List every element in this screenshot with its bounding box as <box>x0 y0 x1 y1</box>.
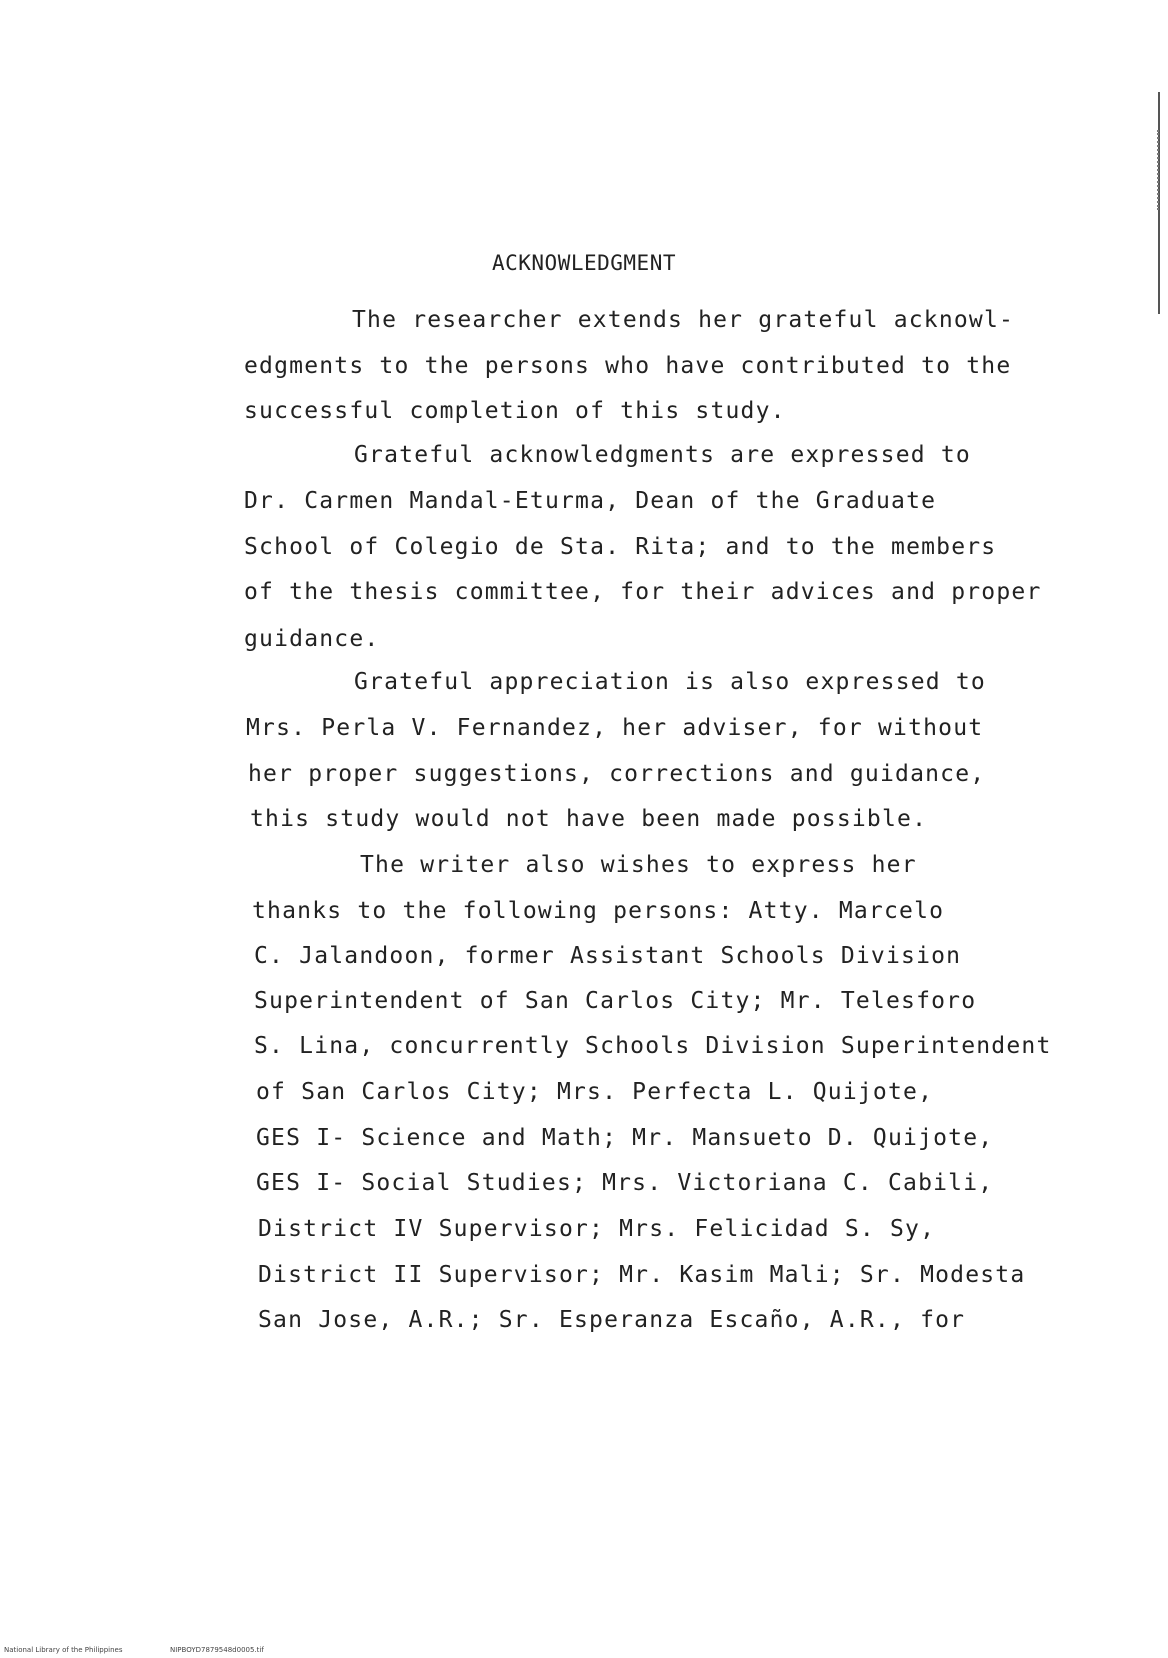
footer-file-id: NIPBOYD7879548d0005.tif <box>170 1646 264 1654</box>
text-line: C. Jalandoon, former Assistant Schools Division <box>254 943 962 969</box>
text-line: Dr. Carmen Mandal-Eturma, Dean of the Graduate <box>244 488 937 514</box>
text-line: of the thesis committee, for their advices and proper <box>244 579 1042 605</box>
text-line: District II Supervisor; Mr. Kasim Mali; Sr. Modesta <box>258 1262 1026 1288</box>
text-line: edgments to the persons who have contributed to the <box>244 353 1012 379</box>
text-line: District IV Supervisor; Mrs. Felicidad S. Sy, <box>258 1216 936 1242</box>
text-line: GES I- Science and Math; Mr. Mansueto D. Quijote, <box>256 1125 994 1151</box>
text-line: San Jose, A.R.; Sr. Esperanza Escaño, A.R., for <box>258 1307 966 1333</box>
text-line: Mrs. Perla V. Fernandez, her adviser, for without <box>246 715 984 741</box>
footer-library: National Library of the Philippines <box>4 1646 123 1654</box>
page-title: ACKNOWLEDGMENT <box>491 251 676 275</box>
text-line: Grateful appreciation is also expressed to <box>354 669 986 695</box>
text-line: of San Carlos City; Mrs. Perfecta L. Quijote, <box>256 1079 934 1105</box>
text-line: Grateful acknowledgments are expressed to <box>354 442 971 468</box>
text-line: The researcher extends her grateful acknowl- <box>352 307 1015 333</box>
text-line: GES I- Social Studies; Mrs. Victoriana C. Cabili, <box>256 1170 994 1196</box>
text-line: The writer also wishes to express her <box>360 852 917 878</box>
text-line: thanks to the following persons: Atty. Marcelo <box>252 898 945 924</box>
text-line: Superintendent of San Carlos City; Mr. Telesforo <box>254 988 977 1014</box>
text-line: S. Lina, concurrently Schools Division Superintendent <box>254 1033 1052 1059</box>
text-line: guidance. <box>244 626 380 652</box>
text-line: her proper suggestions, corrections and guidance, <box>248 761 986 787</box>
text-line: successful completion of this study. <box>244 398 786 424</box>
text-line: School of Colegio de Sta. Rita; and to the members <box>244 534 997 560</box>
page-edge-dots <box>1157 130 1160 210</box>
text-line: this study would not have been made possible. <box>250 806 928 832</box>
